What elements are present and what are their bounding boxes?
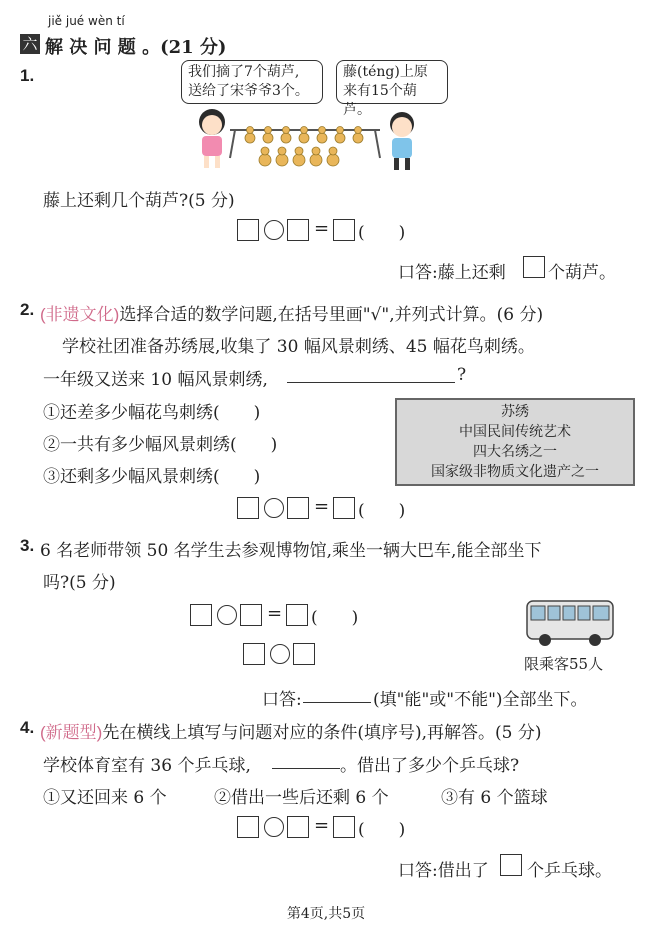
q2-number: 2. (20, 300, 35, 319)
girl-icon (199, 109, 225, 168)
section-pinyin: jiě jué wèn tí (48, 14, 125, 28)
q3-operator-circle[interactable] (217, 605, 237, 625)
q2-sign-title: 苏绣 (501, 404, 529, 420)
q2-blank-result[interactable] (333, 497, 355, 519)
q1-illustration (190, 100, 430, 180)
q3-line1: 6 名老师带领 50 名学生去参观博物馆,乘坐一辆大巴车,能全部坐下 (40, 541, 542, 561)
q4-option-3: ③有 6 个篮球 (441, 788, 548, 808)
q2-option-3[interactable]: ③还剩多少幅风景刺绣( ) (43, 467, 261, 487)
q4-answer-suffix: 个乒乓球。 (527, 861, 612, 881)
q1-operator-circle[interactable] (264, 220, 284, 240)
q4-answer-box[interactable] (500, 854, 522, 876)
q1-bubble-girl-line1: 我们摘了7个葫芦, (188, 64, 300, 80)
q4-tag (40, 718, 541, 743)
q3-blank-2[interactable] (240, 604, 262, 626)
q3-unit-paren[interactable]: ( ) (311, 608, 359, 628)
q2-equals: = (314, 496, 330, 517)
q2-tag (40, 300, 543, 325)
q1-bubble-boy-line2: 来有15个葫芦。 (343, 83, 417, 118)
q4-answer-prefix: 口答:借出了 (398, 861, 489, 881)
q4-line1-suffix: 。借出了多少个乒乓球? (340, 756, 520, 776)
q2-sign-line2: 四大名绣之一 (473, 444, 557, 460)
q3-blank-3[interactable] (243, 643, 265, 665)
q1-bubble-boy (336, 60, 448, 118)
boy-icon (390, 112, 414, 170)
q4-line1-prefix: 学校体育室有 36 个乒乓球, (43, 756, 251, 776)
q1-blank-1[interactable] (237, 219, 259, 241)
q1-bubble-girl-line2: 送给了宋爷爷3个。 (188, 83, 309, 99)
q4-blank-2[interactable] (287, 816, 309, 838)
section-badge: 六 (20, 34, 40, 54)
q3-blank-1[interactable] (190, 604, 212, 626)
q1-answer-suffix: 个葫芦。 (548, 263, 616, 283)
q4-option-2: ②借出一些后还剩 6 个 (214, 788, 389, 808)
q2-tag-label: (非遗文化) (40, 305, 120, 324)
q2-option-2[interactable]: ②一共有多少幅风景刺绣( ) (43, 435, 278, 455)
q2-suxiu-sign (395, 398, 635, 486)
q3-operator-circle-2[interactable] (270, 644, 290, 664)
q4-condition-line[interactable] (272, 768, 340, 769)
q2-sign-line3: 国家级非物质文化遗产之一 (431, 464, 599, 480)
q4-blank-result[interactable] (333, 816, 355, 838)
q2-condition-line[interactable] (287, 382, 455, 383)
q2-operator-circle[interactable] (264, 498, 284, 518)
q2-option-1[interactable]: ①还差多少幅花鸟刺绣( ) (43, 403, 261, 423)
q1-answer-box[interactable] (523, 256, 545, 278)
q3-blank-result[interactable] (286, 604, 308, 626)
q4-equals: = (314, 815, 330, 836)
q2-line2-prefix: 一年级又送来 10 幅风景刺绣, (43, 370, 268, 390)
q2-unit-paren[interactable]: ( ) (358, 501, 406, 521)
q3-answer-line[interactable] (303, 702, 371, 703)
q2-sign-line1: 中国民间传统艺术 (459, 424, 571, 440)
q3-line2: 吗?(5 分) (43, 573, 116, 593)
q4-number: 4. (20, 718, 35, 737)
q1-question: 藤上还剩几个葫芦?(5 分) (43, 191, 235, 211)
q2-line1: 学校社团准备苏绣展,收集了 30 幅风景刺绣、45 幅花鸟刺绣。 (62, 337, 535, 357)
q4-instruction: 先在横线上填写与问题对应的条件(填序号),再解答。(5 分) (102, 723, 542, 743)
q4-unit-paren[interactable]: ( ) (358, 820, 406, 840)
q1-equals: = (314, 218, 330, 239)
q3-answer-prefix: 口答: (262, 690, 302, 710)
q1-blank-2[interactable] (287, 219, 309, 241)
section-title: 解 决 问 题 。(21 分) (45, 37, 227, 58)
q4-tag-label: (新题型) (40, 723, 103, 742)
q3-number: 3. (20, 536, 35, 555)
q3-blank-4[interactable] (293, 643, 315, 665)
q2-blank-1[interactable] (237, 497, 259, 519)
q1-number: 1. (20, 66, 35, 85)
q2-line2-suffix: ? (457, 365, 467, 385)
q1-unit-paren[interactable]: ( ) (358, 223, 406, 243)
bus-icon (525, 597, 617, 649)
q4-operator-circle[interactable] (264, 817, 284, 837)
q1-bubble-boy-line1: 藤(téng)上原 (343, 64, 428, 80)
q4-option-1: ①又还回来 6 个 (43, 788, 167, 808)
q1-bubble-girl (181, 60, 323, 104)
q4-blank-1[interactable] (237, 816, 259, 838)
page-footer: 第4页,共5页 (286, 906, 366, 922)
q2-instruction: 选择合适的数学问题,在括号里画"√",并列式计算。(6 分) (119, 305, 544, 325)
q1-answer-prefix: 口答:藤上还剩 (398, 263, 506, 283)
q3-equals: = (267, 603, 283, 624)
q3-answer-suffix: (填"能"或"不能")全部坐下。 (373, 690, 588, 710)
q1-blank-result[interactable] (333, 219, 355, 241)
q3-bus-caption: 限乘客55人 (524, 655, 604, 673)
q2-blank-2[interactable] (287, 497, 309, 519)
gourd-icons (245, 127, 363, 167)
